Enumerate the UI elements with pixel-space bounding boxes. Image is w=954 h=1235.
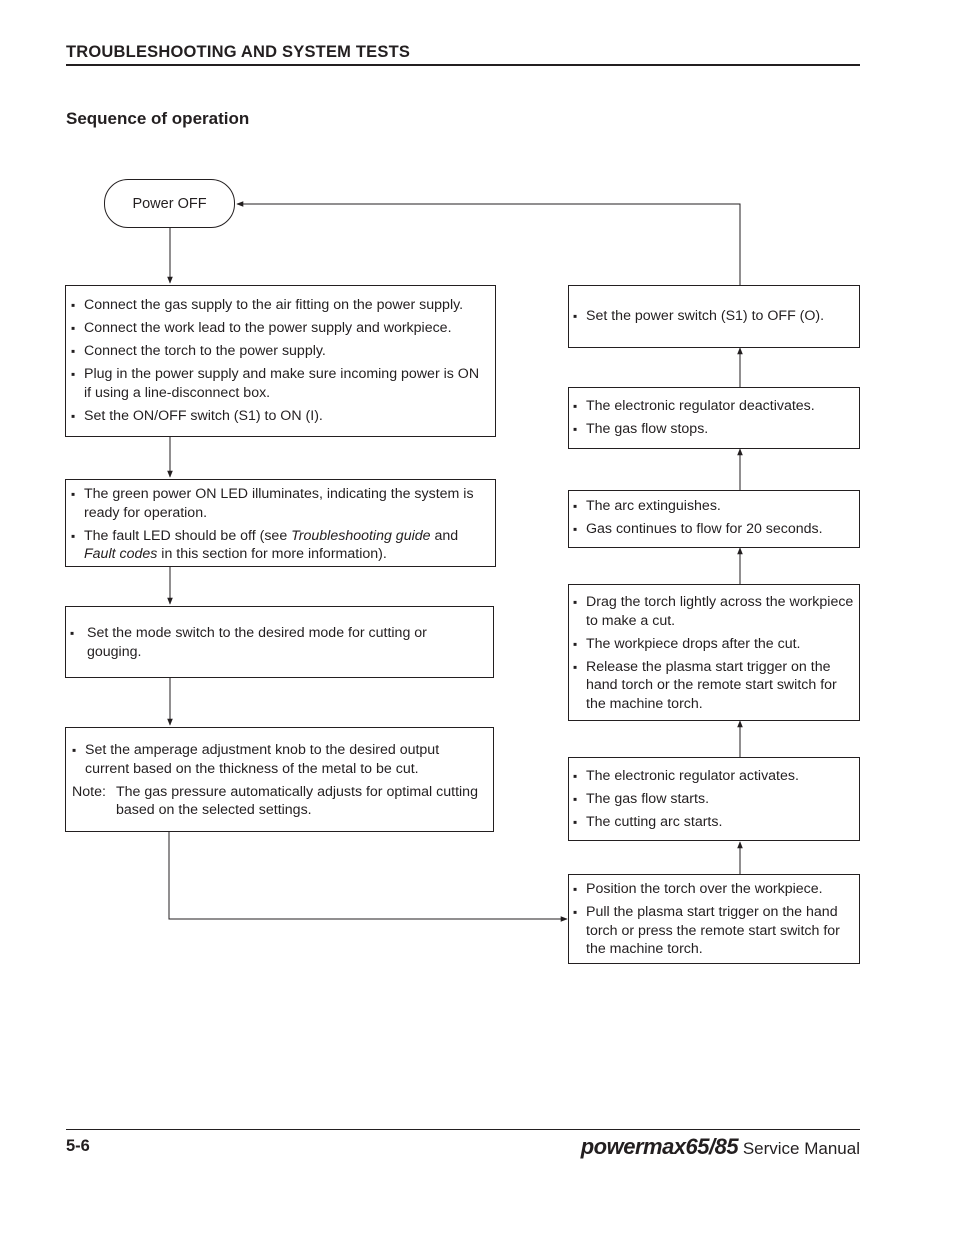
list-item: ▪ Set the ON/OFF switch (S1) to ON (I). bbox=[71, 407, 489, 426]
text-italic: Troubleshooting guide bbox=[291, 527, 431, 544]
list-item: ▪ Release the plasma start trigger on the hand torch or the remote start switch for the machine torch. bbox=[573, 658, 855, 714]
list-item: ▪ The electronic regulator deactivates. bbox=[573, 397, 855, 416]
manual-label: Service Manual bbox=[742, 1139, 860, 1158]
flow-step-regulator-activates bbox=[568, 757, 860, 841]
arrow-box10-to-start bbox=[237, 204, 740, 285]
flow-start-power-off: Power OFF bbox=[104, 179, 235, 228]
list-item: ▪ The green power ON LED illuminates, indicating the system is ready for operation. bbox=[71, 485, 491, 522]
list-item: ▪ Drag the torch lightly across the workpiece to make a cut. bbox=[573, 593, 855, 630]
note-label: Note: bbox=[72, 783, 106, 800]
list-item: ▪ Set the power switch (S1) to OFF (O). bbox=[573, 307, 855, 326]
flow-step-make-cut bbox=[568, 584, 860, 721]
text: The fault LED should be off (see bbox=[84, 527, 292, 544]
flow-step-mode-switch bbox=[65, 606, 494, 678]
section-header: TROUBLESHOOTING AND SYSTEM TESTS bbox=[66, 43, 411, 61]
footer-rule bbox=[66, 1129, 860, 1130]
page-title: Sequence of operation bbox=[66, 109, 250, 128]
list-item: ▪ Plug in the power supply and make sure incoming power is ON if using a line-disconnect box. bbox=[71, 365, 489, 402]
text: in this section for more information). bbox=[157, 546, 387, 562]
flow-step-amperage bbox=[65, 727, 494, 832]
arrow-box4-to-box5 bbox=[169, 832, 567, 919]
list-item: ▪ Set the amperage adjustment knob to the desired output current based on the thickness of the metal to be cut. bbox=[72, 741, 487, 778]
flow-step-setup bbox=[65, 285, 496, 437]
flow-step-position-torch bbox=[568, 874, 860, 964]
page-number: 5-6 bbox=[66, 1137, 90, 1155]
text: and bbox=[430, 527, 459, 544]
list-item bbox=[71, 527, 491, 564]
note-text: The gas pressure automatically adjusts for optimal cutting based on the selected settings. bbox=[116, 783, 478, 818]
flow-step-arc-extinguishes bbox=[568, 490, 860, 548]
brand-name: powermax65/85 bbox=[580, 1134, 739, 1159]
list-item: ▪ Position the torch over the workpiece. bbox=[573, 880, 855, 899]
note bbox=[72, 783, 487, 820]
flow-step-regulator-deactivates bbox=[568, 387, 860, 449]
list-item: ▪ The gas flow stops. bbox=[573, 420, 855, 439]
text-italic: Fault codes bbox=[84, 546, 158, 562]
list-item: ▪ Connect the torch to the power supply. bbox=[71, 342, 489, 361]
flow-step-power-off bbox=[568, 285, 860, 348]
list-item: ▪ The arc extinguishes. bbox=[573, 497, 855, 516]
list-item: ▪ Connect the work lead to the power supply and workpiece. bbox=[71, 319, 489, 338]
list-item: ▪ The gas flow starts. bbox=[573, 790, 855, 809]
list-item: ▪ The cutting arc starts. bbox=[573, 813, 855, 832]
list-item: ▪ The electronic regulator activates. bbox=[573, 767, 855, 786]
list-item: ▪ The workpiece drops after the cut. bbox=[573, 635, 855, 654]
list-item: ▪ Gas continues to flow for 20 seconds. bbox=[573, 520, 855, 539]
flow-step-power-on-led bbox=[65, 479, 496, 567]
footer-title bbox=[581, 1134, 860, 1160]
list-item: ▪ Pull the plasma start trigger on the hand torch or press the remote start switch for the machine torch. bbox=[573, 903, 855, 959]
list-item: ▪ Connect the gas supply to the air fitting on the power supply. bbox=[71, 296, 489, 315]
list-item: ▪ Set the mode switch to the desired mode for cutting or gouging. bbox=[70, 624, 453, 661]
